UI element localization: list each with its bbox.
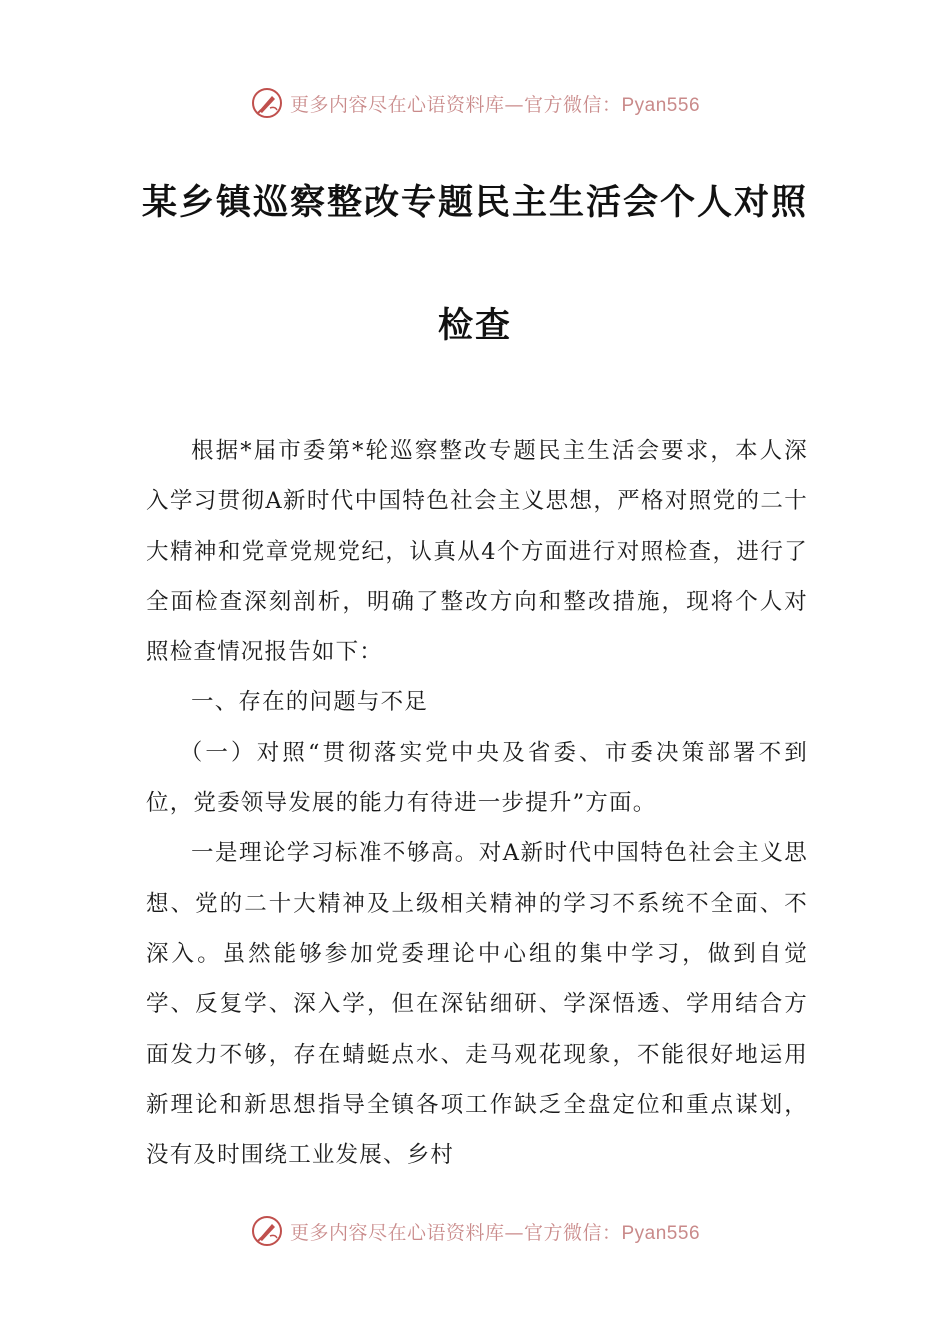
- document-title-line2: 检查: [437, 305, 512, 346]
- banner-wechat-text: 官方微信：Pyan556: [524, 1222, 701, 1244]
- footer-watermark-banner: [0, 1211, 950, 1251]
- banner-site-text: 更多内容尽在心语资料库—: [289, 1221, 524, 1244]
- paragraph-point-one: 一是理论学习标准不够高。对A新时代中国特色社会主义思想、党的二十大精神及上级相关精神的学习不系统不全面、不深入。虽然能够参加党委理论中心组的集中学习，做到自觉学、反复学、深入学，但在深钻细研、学深悟透、学用结合方面发力不够，存在蜻蜓点水、走马观花现象，不能很好地运用新理论和新思想指导全镇各项工作缺乏全盘定位和重点谋划，没有及时围绕工业发展、乡村: [146, 840, 808, 1169]
- document-title-line1: 某乡镇巡察整改专题民主生活会个人对照: [141, 182, 808, 223]
- banner-site-text: 更多内容尽在心语资料库—: [289, 93, 524, 116]
- section-heading: 一、存在的问题与不足: [191, 689, 429, 716]
- pen-logo-icon: [250, 1214, 284, 1248]
- header-watermark-banner: [0, 83, 950, 123]
- document-body: [146, 426, 808, 1180]
- pen-logo-icon: [250, 86, 284, 120]
- paragraph-intro: 根据*届市委第*轮巡察整改专题民主生活会要求，本人深入学习贯彻A新时代中国特色社会主义思想，严格对照党的二十大精神和党章党规党纪，认真从4个方面进行对照检查，进行了全面检查深刻剖析，明确了整改方向和整改措施，现将个人对照检查情况报告如下：: [146, 438, 808, 666]
- banner-wechat-text: 官方微信：Pyan556: [524, 94, 701, 116]
- subsection-heading: （一）对照“贯彻落实党中央及省委、市委决策部署不到位，党委领导发展的能力有待进一步提升”方面。: [146, 739, 808, 817]
